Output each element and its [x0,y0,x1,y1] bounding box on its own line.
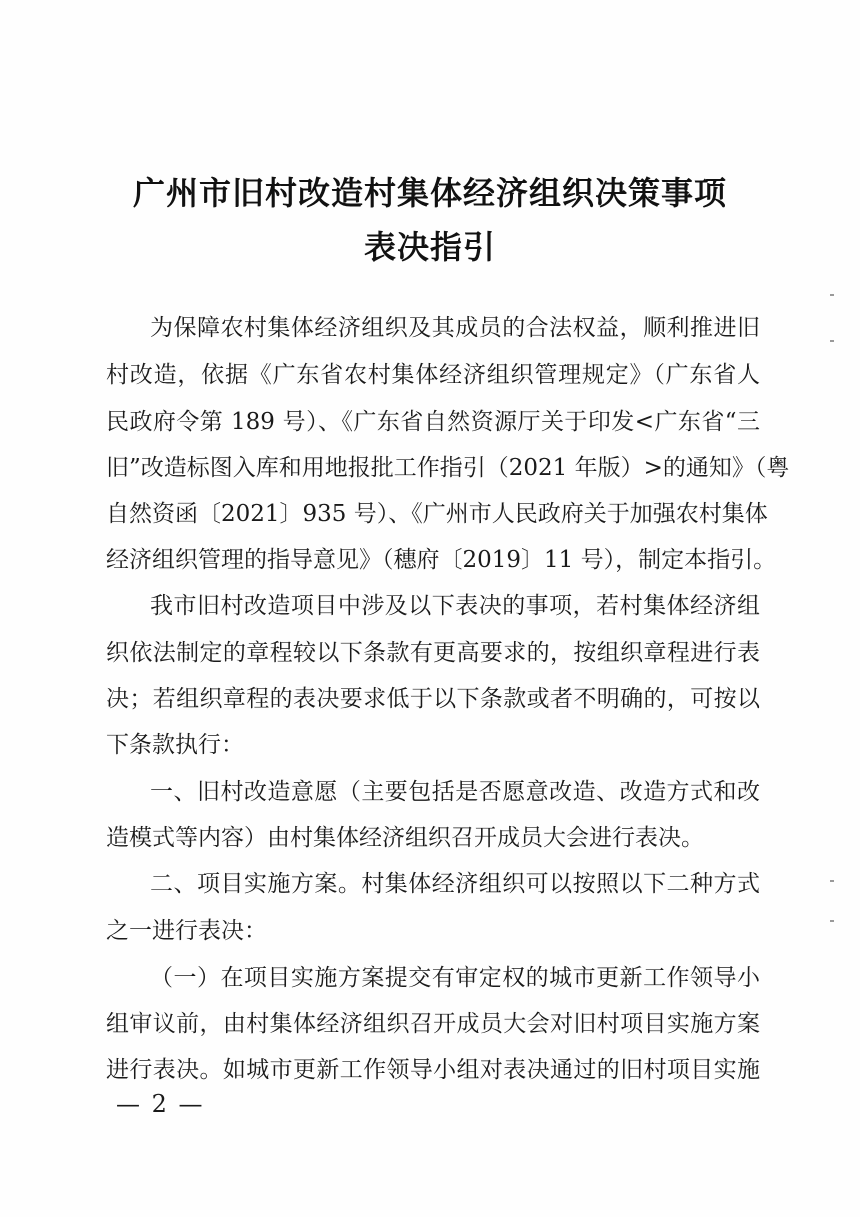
scan-artifact [830,920,834,922]
scan-artifact [830,294,834,296]
body-line: 自然资函〔2021〕935 号）、《广州市人民政府关于加强农村集体 [106,501,768,527]
scan-artifact [830,340,834,342]
body-line: 民政府令第 189 号）、《广东省自然资源厅关于印发<广东省“三 [106,409,760,435]
body-line: 经济组织管理的指导意见》（穗府〔2019〕11 号），制定本指引。 [106,547,777,573]
body-line: 一、旧村改造意愿（主要包括是否愿意改造、改造方式和改 [150,779,760,805]
document-title-line-2: 表决指引 [363,228,496,266]
body-line: 造模式等内容）由村集体经济组织召开成员大会进行表决。 [106,825,704,851]
body-line: （一）在项目实施方案提交有审定权的城市更新工作领导小 [150,965,760,991]
body-line: 织依法制定的章程较以下条款有更高要求的，按组织章程进行表 [106,640,760,666]
body-line: 村改造，依据《广东省农村集体经济组织管理规定》（广东省人 [106,362,760,388]
document-title-line-1: 广州市旧村改造村集体经济组织决策事项 [132,174,727,212]
body-line: 我市旧村改造项目中涉及以下表决的事项，若村集体经济组 [150,593,760,619]
body-line: 旧”改造标图入库和用地报批工作指引（2021 年版）>的通知》（粤 [106,455,790,481]
page-number: — 2 — [116,1090,205,1118]
body-line: 组审议前，由村集体经济组织召开成员大会对旧村项目实施方案 [106,1011,760,1037]
body-line: 下条款执行： [106,732,244,758]
body-line: 二、项目实施方案。村集体经济组织可以按照以下二种方式 [150,871,760,897]
scan-artifact [830,880,834,882]
body-line: 决；若组织章程的表决要求低于以下条款或者不明确的，可按以 [106,686,760,712]
body-line: 之一进行表决： [106,918,267,944]
body-line: 进行表决。如城市更新工作领导小组对表决通过的旧村项目实施 [106,1057,760,1083]
body-line: 为保障农村集体经济组织及其成员的合法权益，顺利推进旧 [150,315,760,341]
